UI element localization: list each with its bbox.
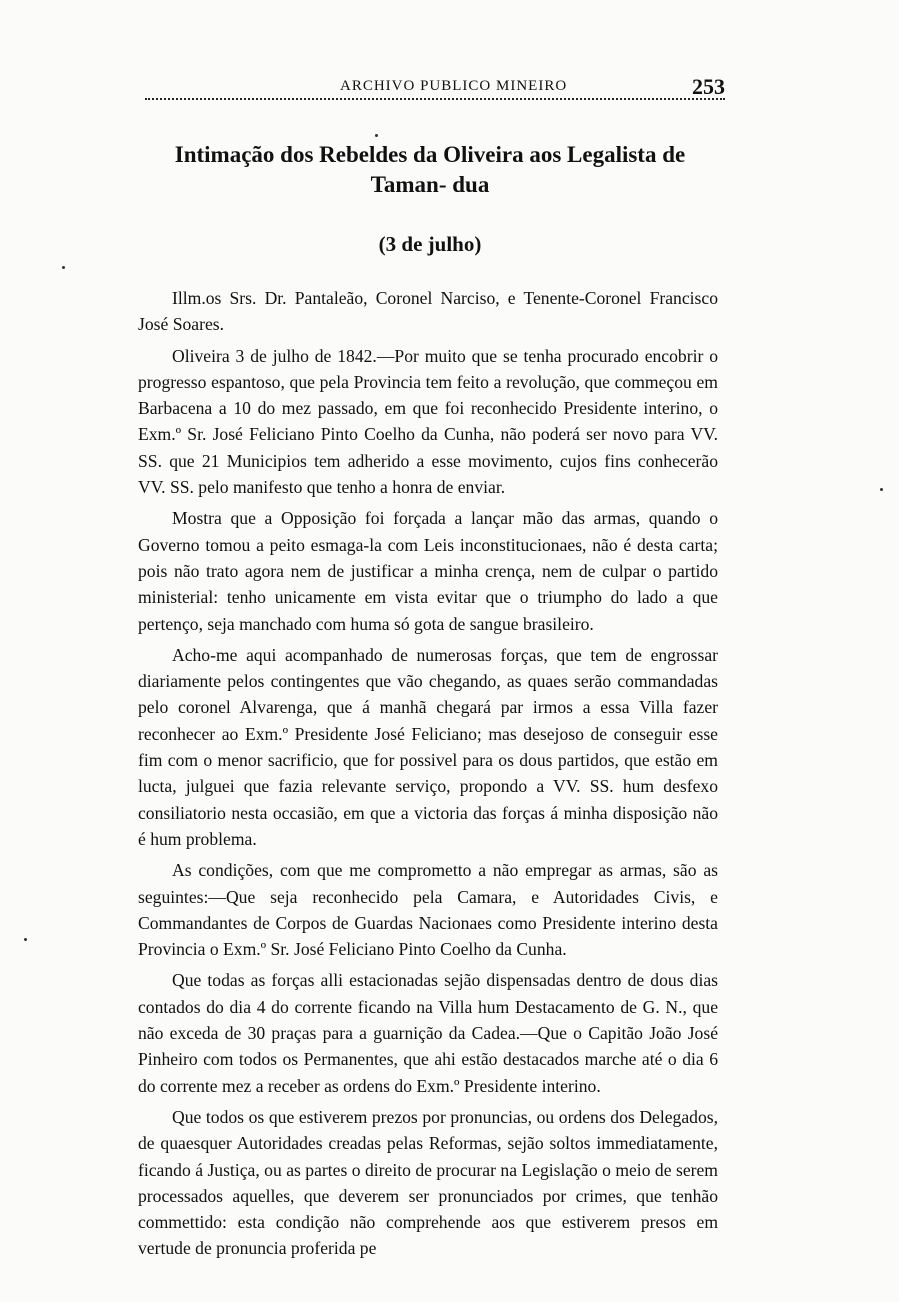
body-paragraph: Mostra que a Opposição foi forçada a lançar mão das armas, quando o Governo tomou a peito esmaga-la com Leis inconstitucionaes, não é desta carta; pois não trato agora nem de justificar a minha crença, nem de culpar o partido ministerial: tenho unicamente em vista evitar que o triumpho do lado a que pertenço, seja manchado com huma só gota de sangue brasileiro.	[138, 508, 718, 634]
scan-speck	[880, 488, 883, 491]
document-body	[138, 285, 718, 1267]
header-rule	[145, 98, 725, 100]
scan-speck	[62, 266, 65, 269]
document-date: (3 de julho)	[378, 232, 482, 256]
body-paragraph: As condições, com que me comprometto a não empregar as armas, são as seguintes:—Que seja reconhecido pela Camara, e Autoridades Civis, e Commandantes de Corpos de Guardas Nacionaes como Presidente interino desta Provincia o Exm.º Sr. José Feliciano Pinto Coelho da Cunha.	[138, 860, 718, 960]
body-paragraph: Que todos os que estiverem prezos por pronuncias, ou ordens dos Delegados, de quaesquer Autoridades creadas pelas Reformas, sejão soltos immediatamente, ficando á Justiça, ou as partes o direito de procurar na Legislação o meio de serem processados aquelles, que deverem ser pronunciados por crimes, que tenhão commettido: esta condição não comprehende aos que estiverem presos em vertude de pronuncia proferida pe	[138, 1106, 718, 1259]
document-title: Intimação dos Rebeldes da Oliveira aos Legalista de Taman- dua	[174, 142, 686, 197]
salutation-paragraph: Illm.os Srs. Dr. Pantaleão, Coronel Narciso, e Tenente-Coronel Francisco José Soares.	[138, 288, 718, 335]
page-number: 253	[692, 74, 725, 99]
body-paragraph: Oliveira 3 de julho de 1842.—Por muito que se tenha procurado encobrir o progresso espantoso, que pela Provincia tem feito a revolução, que commeçou em Barbacena a 10 do mez passado, em que foi reconhecido Presidente interino, o Exm.º Sr. José Feliciano Pinto Coelho da Cunha, não poderá ser novo para VV. SS. que 21 Municipios tem adherido a esse movimento, cujos fins conhecerão VV. SS. pelo manifesto que tenho a honra de enviar.	[138, 345, 718, 498]
body-paragraph: Acho-me aqui acompanhado de numerosas forças, que tem de engrossar diariamente pelos contingentes que vão chegando, as quaes serão commandadas pelo coronel Alvarenga, que á manhã chegará par irmos a essa Villa fazer reconhecer ao Exm.º Presidente José Feliciano; mas desejoso de conseguir esse fim com o menor sacrificio, que for possivel para os dous partidos, que estão em lucta, julguei que fazia relevante serviço, propondo a VV. SS. hum desfexo consiliatorio nesta occasião, em que a victoria das forças á minha disposição não é hum problema.	[138, 644, 718, 849]
body-paragraph: Que todas as forças alli estacionadas sejão dispensadas dentro de dous dias contados do dia 4 do corrente ficando na Villa hum Destacamento de G. N., que não exceda de 30 praças para a guarnição da Cadea.—Que o Capitão João José Pinheiro com todos os Permanentes, que ahi estão destacados marche até o dia 6 do corrente mez a receber as ordens do Exm.º Presidente interino.	[138, 970, 718, 1096]
running-title: ARCHIVO PUBLICO MINEIRO	[340, 78, 568, 94]
scan-speck	[24, 938, 27, 941]
scan-speck	[375, 134, 378, 137]
